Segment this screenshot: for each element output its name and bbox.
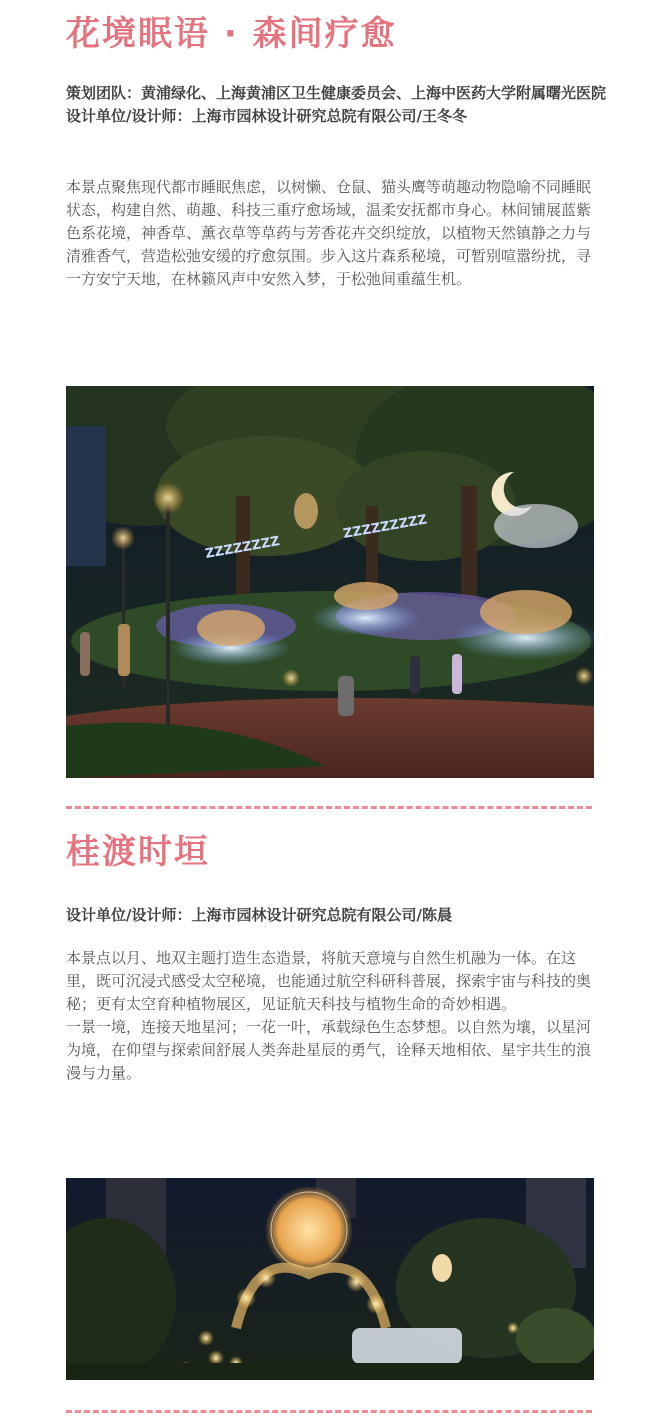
section1-body (66, 176, 596, 291)
section2-photo (66, 1178, 594, 1380)
section1-credits (66, 82, 606, 128)
section2-credits (66, 904, 606, 927)
night-moon-sphere-installation-image (66, 1178, 594, 1380)
section1-photo (66, 386, 594, 778)
section2-body-paragraph-1: 本景点以月、地双主题打造生态造景，将航天意境与自然生机融为一体。在这里，既可沉浸式感受太空秘境，也能通过航空科研科普展，探索宇宙与科技的奥秘；更有太空育种植物展区，见证航天科技与植物生命的奇妙相遇。 (66, 949, 592, 1013)
section2-title: 桂渡时垣 (66, 832, 210, 872)
credit-designer: 设计单位/设计师：上海市园林设计研究总院有限公司/王冬冬 (66, 107, 467, 125)
section-divider-bottom (66, 1410, 592, 1413)
section2-body-paragraph-2: 一景一境，连接天地星河；一花一叶，承载绿色生态梦想。以自然为壤，以星河为境，在仰望与探索间舒展人类奔赴星辰的勇气，诠释天地相依、星宇共生的浪漫与力量。 (66, 1018, 592, 1082)
section1-body-paragraph: 本景点聚焦现代都市睡眠焦虑，以树懒、仓鼠、猫头鹰等萌趣动物隐喻不同睡眠状态，构建自然、萌趣、科技三重疗愈场域，温柔安抚都市身心。林间铺展蓝紫色系花境，神香草、薰衣草等草药与芳香花卉交织绽放，以植物天然镇静之力与清雅香气，营造松弛安缓的疗愈氛围。步入这片森系秘境，可暂别喧嚣纷扰，寻一方安宁天地，在林籁风声中安然入梦，于松弛间重蕴生机。 (66, 178, 592, 288)
section-divider (66, 806, 592, 809)
section1-title: 花境眠语 · 森间疗愈 (66, 14, 397, 54)
credit-planning-team: 策划团队：黄浦绿化、上海黄浦区卫生健康委员会、上海中医药大学附属曙光医院 (66, 84, 607, 102)
section2-body (66, 947, 596, 1085)
night-garden-sleep-installation-image (66, 386, 594, 778)
zzz-left-label: ZZZZZZZZ (204, 534, 281, 562)
credit-designer: 设计单位/设计师：上海市园林设计研究总院有限公司/陈晨 (66, 906, 452, 924)
zzz-right-label: ZZZZZZZZZ (342, 512, 429, 542)
